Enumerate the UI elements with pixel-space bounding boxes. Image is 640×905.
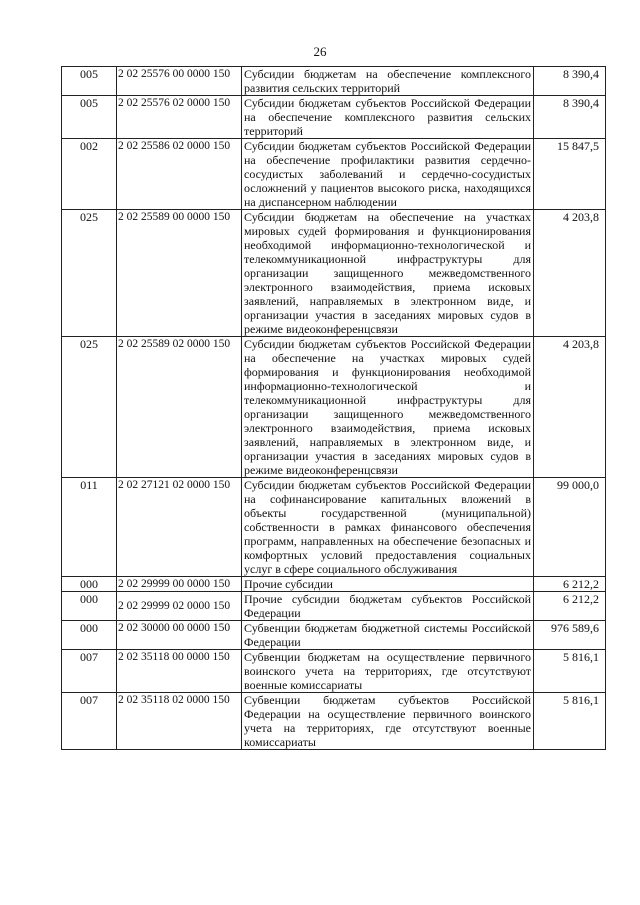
- admin-code-cell: 011: [62, 478, 117, 577]
- amount-cell: 976 589,6: [534, 621, 606, 650]
- table-row: [62, 67, 606, 96]
- income-name-cell: Субсидии бюджетам на обеспечение на участках мировых судей формирования и функционирования необходимой информационно-технологической и телекоммуникационной инфраструктуры для организации защищенного межведомственного электронного взаимодействия, приема исковых заявлений, направляемых в электронном виде, и организации участия в заседаниях мировых судов в режиме видеоконференцсвязи: [242, 210, 534, 337]
- income-name-cell: Субвенции бюджетам субъектов Российской Федерации на осуществление первичного воинского учета на территориях, где отсутствуют военные комиссариаты: [242, 693, 534, 750]
- income-name-cell: Субсидии бюджетам субъектов Российской Федерации на обеспечение комплексного развития сельских территорий: [242, 96, 534, 139]
- table-row: [62, 592, 606, 621]
- amount-cell: 6 212,2: [534, 577, 606, 592]
- table-row: [62, 621, 606, 650]
- table-row: [62, 650, 606, 693]
- admin-code-cell: 005: [62, 67, 117, 96]
- amount-cell: 8 390,4: [534, 67, 606, 96]
- admin-code-cell: 000: [62, 592, 117, 621]
- admin-code-cell: 007: [62, 650, 117, 693]
- budget-code-cell: 2 02 35118 02 0000 150: [117, 693, 242, 750]
- admin-code-cell: 007: [62, 693, 117, 750]
- budget-code-cell: 2 02 30000 00 0000 150: [117, 621, 242, 650]
- amount-cell: 4 203,8: [534, 337, 606, 478]
- budget-code-cell: 2 02 25576 02 0000 150: [117, 96, 242, 139]
- table-row: [62, 210, 606, 337]
- budget-code-cell: 2 02 25586 02 0000 150: [117, 139, 242, 210]
- table-row: [62, 96, 606, 139]
- income-name-cell: Прочие субсидии бюджетам субъектов Российской Федерации: [242, 592, 534, 621]
- table-row: [62, 577, 606, 592]
- admin-code-cell: 025: [62, 210, 117, 337]
- admin-code-cell: 000: [62, 577, 117, 592]
- amount-cell: 99 000,0: [534, 478, 606, 577]
- budget-code-cell: 2 02 25589 00 0000 150: [117, 210, 242, 337]
- amount-cell: 8 390,4: [534, 96, 606, 139]
- admin-code-cell: 005: [62, 96, 117, 139]
- budget-code-cell: 2 02 29999 00 0000 150: [117, 577, 242, 592]
- amount-cell: 15 847,5: [534, 139, 606, 210]
- amount-cell: 4 203,8: [534, 210, 606, 337]
- budget-code-cell: 2 02 27121 02 0000 150: [117, 478, 242, 577]
- income-name-cell: Субсидии бюджетам субъектов Российской Федерации на обеспечение профилактики развития сердечно-сосудистых заболеваний и сердечно-сосудистых осложнений у пациентов высокого риска, находящихся на диспансерном наблюдении: [242, 139, 534, 210]
- admin-code-cell: 002: [62, 139, 117, 210]
- amount-cell: 5 816,1: [534, 693, 606, 750]
- page-number: 26: [313, 44, 327, 59]
- income-name-cell: Субвенции бюджетам бюджетной системы Российской Федерации: [242, 621, 534, 650]
- budget-code-cell: 2 02 35118 00 0000 150: [117, 650, 242, 693]
- table-row: [62, 337, 606, 478]
- table-row: [62, 139, 606, 210]
- budget-code-cell: 2 02 25576 00 0000 150: [117, 67, 242, 96]
- table-row: [62, 693, 606, 750]
- amount-cell: 5 816,1: [534, 650, 606, 693]
- budget-code-cell: 2 02 25589 02 0000 150: [117, 337, 242, 478]
- income-name-cell: Субсидии бюджетам субъектов Российской Федерации на софинансирование капитальных вложений в объекты государственной (муниципальной) собственности в рамках финансового обеспечения программ, направленных на обеспечение безопасных и комфортных условий предоставления социальных услуг в сфере социального обслуживания: [242, 478, 534, 577]
- budget-table: [61, 66, 606, 750]
- income-name-cell: Субсидии бюджетам на обеспечение комплексного развития сельских территорий: [242, 67, 534, 96]
- admin-code-cell: 025: [62, 337, 117, 478]
- income-name-cell: Прочие субсидии: [242, 577, 534, 592]
- budget-code-cell: 2 02 29999 02 0000 150: [117, 592, 242, 621]
- income-name-cell: Субвенции бюджетам на осуществление первичного воинского учета на территориях, где отсутствуют военные комиссариаты: [242, 650, 534, 693]
- table-row: [62, 478, 606, 577]
- income-name-cell: Субсидии бюджетам субъектов Российской Федерации на обеспечение на участках мировых судей формирования и функционирования необходимой информационно-технологической и телекоммуникационной инфраструктуры для организации защищенного межведомственного электронного взаимодействия, приема исковых заявлений, направляемых в электронном виде, и организации участия в заседаниях мировых судов в режиме видеоконференцсвязи: [242, 337, 534, 478]
- admin-code-cell: 000: [62, 621, 117, 650]
- amount-cell: 6 212,2: [534, 592, 606, 621]
